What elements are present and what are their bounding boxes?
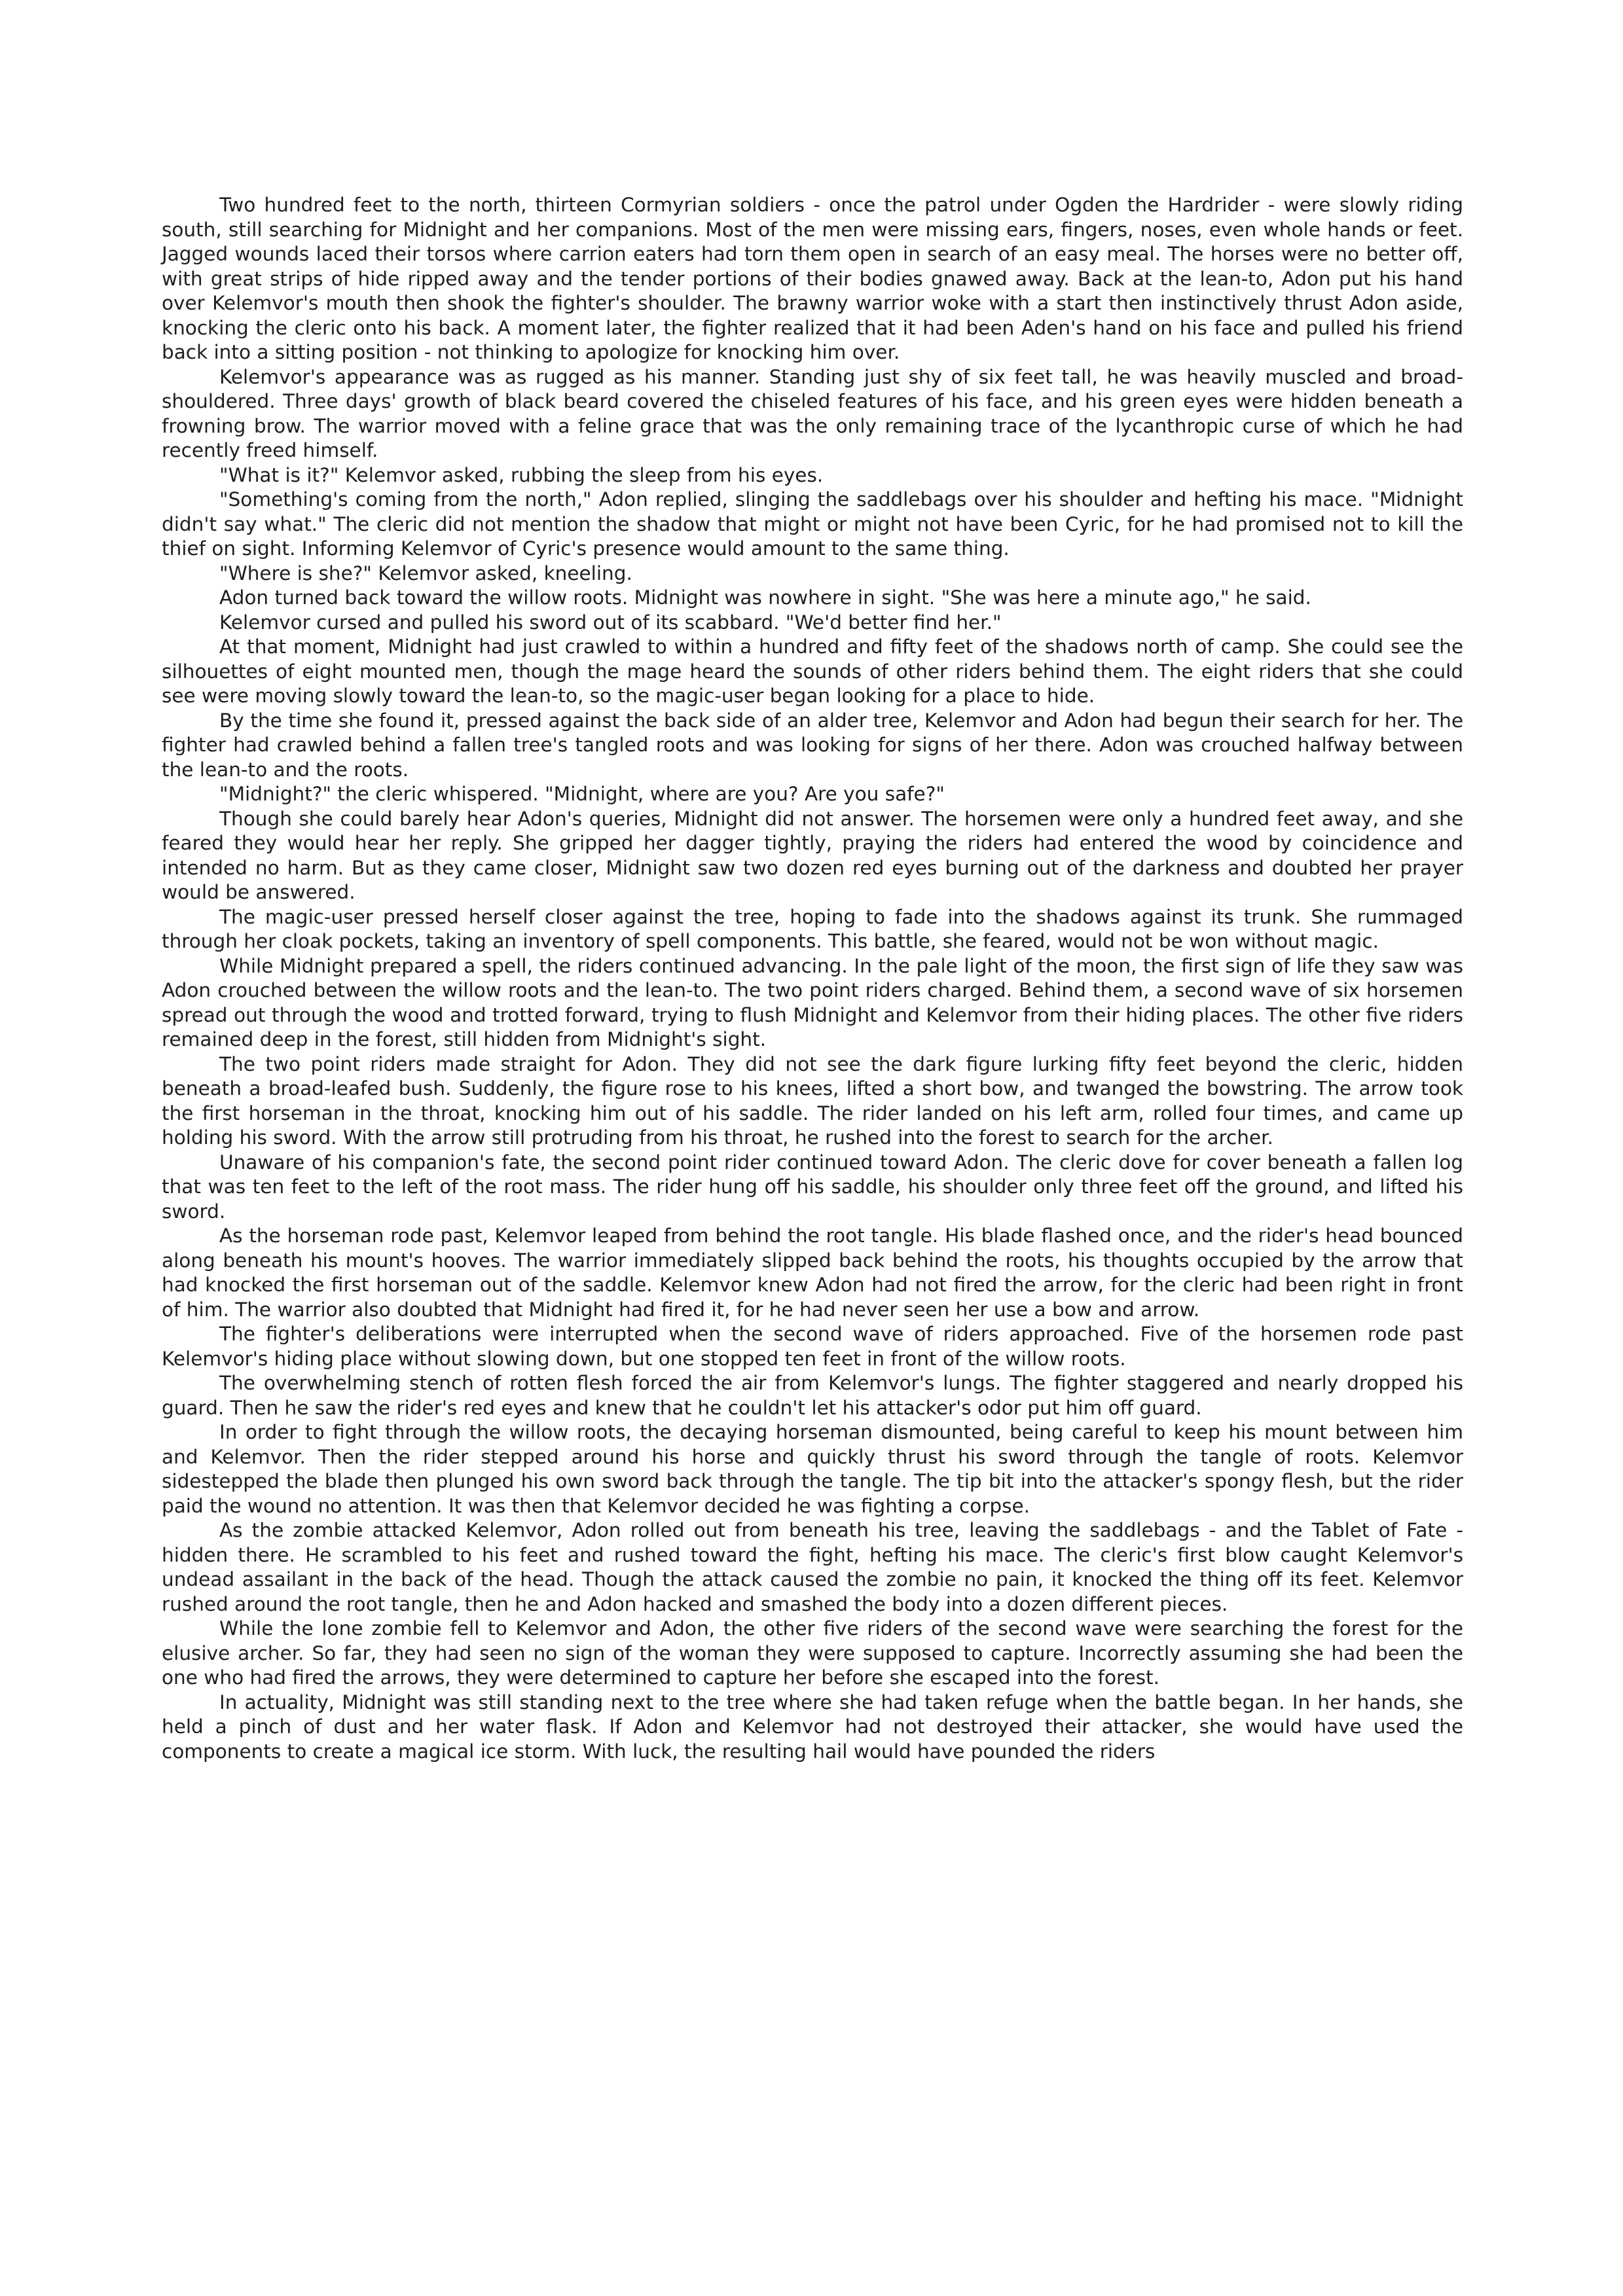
paragraph: The fighter's deliberations were interrupted when the second wave of riders approached. Five of the horsemen rode past Kelemvor's hiding place without slowing down, but one stopped ten feet in front of the willow roots. xyxy=(162,1323,1463,1370)
paragraph: "Midnight?" the cleric whispered. "Midnight, where are you? Are you safe?" xyxy=(219,783,945,805)
paragraph: In actuality, Midnight was still standing next to the tree where she had taken refuge when the battle began. In her hands, she held a pinch of dust and her water flask. If Adon and Kelemvor had not destroyed their attacker, she would have used the components to create a magical ice storm. With luck, the resulting hail would have pounded the riders xyxy=(162,1691,1463,1763)
paragraph: At that moment, Midnight had just crawled to within a hundred and fifty feet of the shadows north of camp. She could see the silhouettes of eight mounted men, though the mage heard the sounds of other riders behind them. The eight riders that she could see were moving slowly toward the lean-to, so the magic-user began looking for a place to hide. xyxy=(162,636,1463,707)
body-text xyxy=(162,193,1463,1764)
paragraph: "What is it?" Kelemvor asked, rubbing the sleep from his eyes. xyxy=(219,463,824,486)
paragraph: Unaware of his companion's fate, the second point rider continued toward Adon. The cleric dove for cover beneath a fallen log that was ten feet to the left of the root mass. The rider hung off his saddle, his shoulder only three feet off the ground, and lifted his sword. xyxy=(162,1151,1463,1223)
paragraph: Two hundred feet to the north, thirteen Cormyrian soldiers - once the patrol under Ogden the Hardrider - were slowly riding south, still searching for Midnight and her companions. Most of the men were missing ears, fingers, noses, even whole hands or feet. Jagged wounds laced their torsos where carrion eaters had torn them open in search of an easy meal. The horses were no better off, with great strips of hide ripped away and the tender portions of their bodies gnawed away. Back at the lean-to, Adon put his hand over Kelemvor's mouth then shook the fighter's shoulder. The brawny warrior woke with a start then instinctively thrust Adon aside, knocking the cleric onto his back. A moment later, the fighter realized that it had been Aden's hand on his face and pulled his friend back into a sitting position - not thinking to apologize for knocking him over. xyxy=(162,194,1463,363)
paragraph: The overwhelming stench of rotten flesh forced the air from Kelemvor's lungs. The fighter staggered and nearly dropped his guard. Then he saw the rider's red eyes and knew that he couldn't let his attacker's odor put him off guard. xyxy=(162,1372,1463,1419)
paragraph: By the time she found it, pressed against the back side of an alder tree, Kelemvor and Adon had begun their search for her. The fighter had crawled behind a fallen tree's tangled roots and was looking for signs of her there. Adon was crouched halfway between the lean-to and the roots. xyxy=(162,709,1463,781)
paragraph: Though she could barely hear Adon's queries, Midnight did not answer. The horsemen were only a hundred feet away, and she feared they would hear her reply. She gripped her dagger tightly, praying the riders had entered the wood by coincidence and intended no harm. But as they came closer, Midnight saw two dozen red eyes burning out of the darkness and doubted her prayer would be answered. xyxy=(162,807,1463,903)
paragraph: "Where is she?" Kelemvor asked, kneeling. xyxy=(219,562,632,584)
paragraph: Adon turned back toward the willow roots. Midnight was nowhere in sight. "She was here a minute ago," he said. xyxy=(219,586,1311,609)
paragraph: Kelemvor cursed and pulled his sword out of its scabbard. "We'd better find her." xyxy=(219,611,1002,634)
paragraph: In order to fight through the willow roots, the decaying horseman dismounted, being careful to keep his mount between him and Kelemvor. Then the rider stepped around his horse and quickly thrust his sword through the tangle of roots. Kelemvor sidestepped the blade then plunged his own sword back through the tangle. The tip bit into the attacker's spongy flesh, but the rider paid the wound no attention. It was then that Kelemvor decided he was fighting a corpse. xyxy=(162,1421,1463,1517)
paragraph: The two point riders made straight for Adon. They did not see the dark figure lurking fifty feet beyond the cleric, hidden beneath a broad-leafed bush. Suddenly, the figure rose to his knees, lifted a short bow, and twanged the bowstring. The arrow took the first horseman in the throat, knocking him out of his saddle. The rider landed on his left arm, rolled four times, and came up holding his sword. With the arrow still protruding from his throat, he rushed into the forest to search for the archer. xyxy=(162,1052,1463,1149)
paragraph: As the zombie attacked Kelemvor, Adon rolled out from beneath his tree, leaving the saddlebags - and the Tablet of Fate - hidden there. He scrambled to his feet and rushed toward the fight, hefting his mace. The cleric's first blow caught Kelemvor's undead assailant in the back of the head. Though the attack caused the zombie no pain, it knocked the thing off its feet. Kelemvor rushed around the root tangle, then he and Adon hacked and smashed the body into a dozen different pieces. xyxy=(162,1519,1463,1615)
paragraph: While the lone zombie fell to Kelemvor and Adon, the other five riders of the second wave were searching the forest for the elusive archer. So far, they had seen no sign of the woman they were supposed to capture. Incorrectly assuming she had been the one who had fired the arrows, they were determined to capture her before she escaped into the forest. xyxy=(162,1617,1463,1689)
paragraph: As the horseman rode past, Kelemvor leaped from behind the root tangle. His blade flashed once, and the rider's head bounced along beneath his mount's hooves. The warrior immediately slipped back behind the roots, his thoughts occupied by the arrow that had knocked the first horseman out of the saddle. Kelemvor knew Adon had not fired the arrow, for the cleric had been right in front of him. The warrior also doubted that Midnight had fired it, for he had never seen her use a bow and arrow. xyxy=(162,1225,1463,1321)
paragraph: Kelemvor's appearance was as rugged as his manner. Standing just shy of six feet tall, he was heavily muscled and broad-shouldered. Three days' growth of black beard covered the chiseled features of his face, and his green eyes were hidden beneath a frowning brow. The warrior moved with a feline grace that was the only remaining trace of the lycanthropic curse of which he had recently freed himself. xyxy=(162,365,1463,461)
paragraph: "Something's coming from the north," Adon replied, slinging the saddlebags over his shoulder and hefting his mace. "Midnight didn't say what." The cleric did not mention the shadow that might or might not have been Cyric, for he had promised not to kill the thief on sight. Informing Kelemvor of Cyric's presence would amount to the same thing. xyxy=(162,488,1463,560)
paragraph: While Midnight prepared a spell, the riders continued advancing. In the pale light of the moon, the first sign of life they saw was Adon crouched between the willow roots and the lean-to. The two point riders charged. Behind them, a second wave of six horsemen spread out through the wood and trotted forward, trying to flush Midnight and Kelemvor from their hiding places. The other five riders remained deep in the forest, still hidden from Midnight's sight. xyxy=(162,954,1463,1050)
paragraph: The magic-user pressed herself closer against the tree, hoping to fade into the shadows against its trunk. She rummaged through her cloak pockets, taking an inventory of spell components. This battle, she feared, would not be won without magic. xyxy=(162,905,1463,952)
